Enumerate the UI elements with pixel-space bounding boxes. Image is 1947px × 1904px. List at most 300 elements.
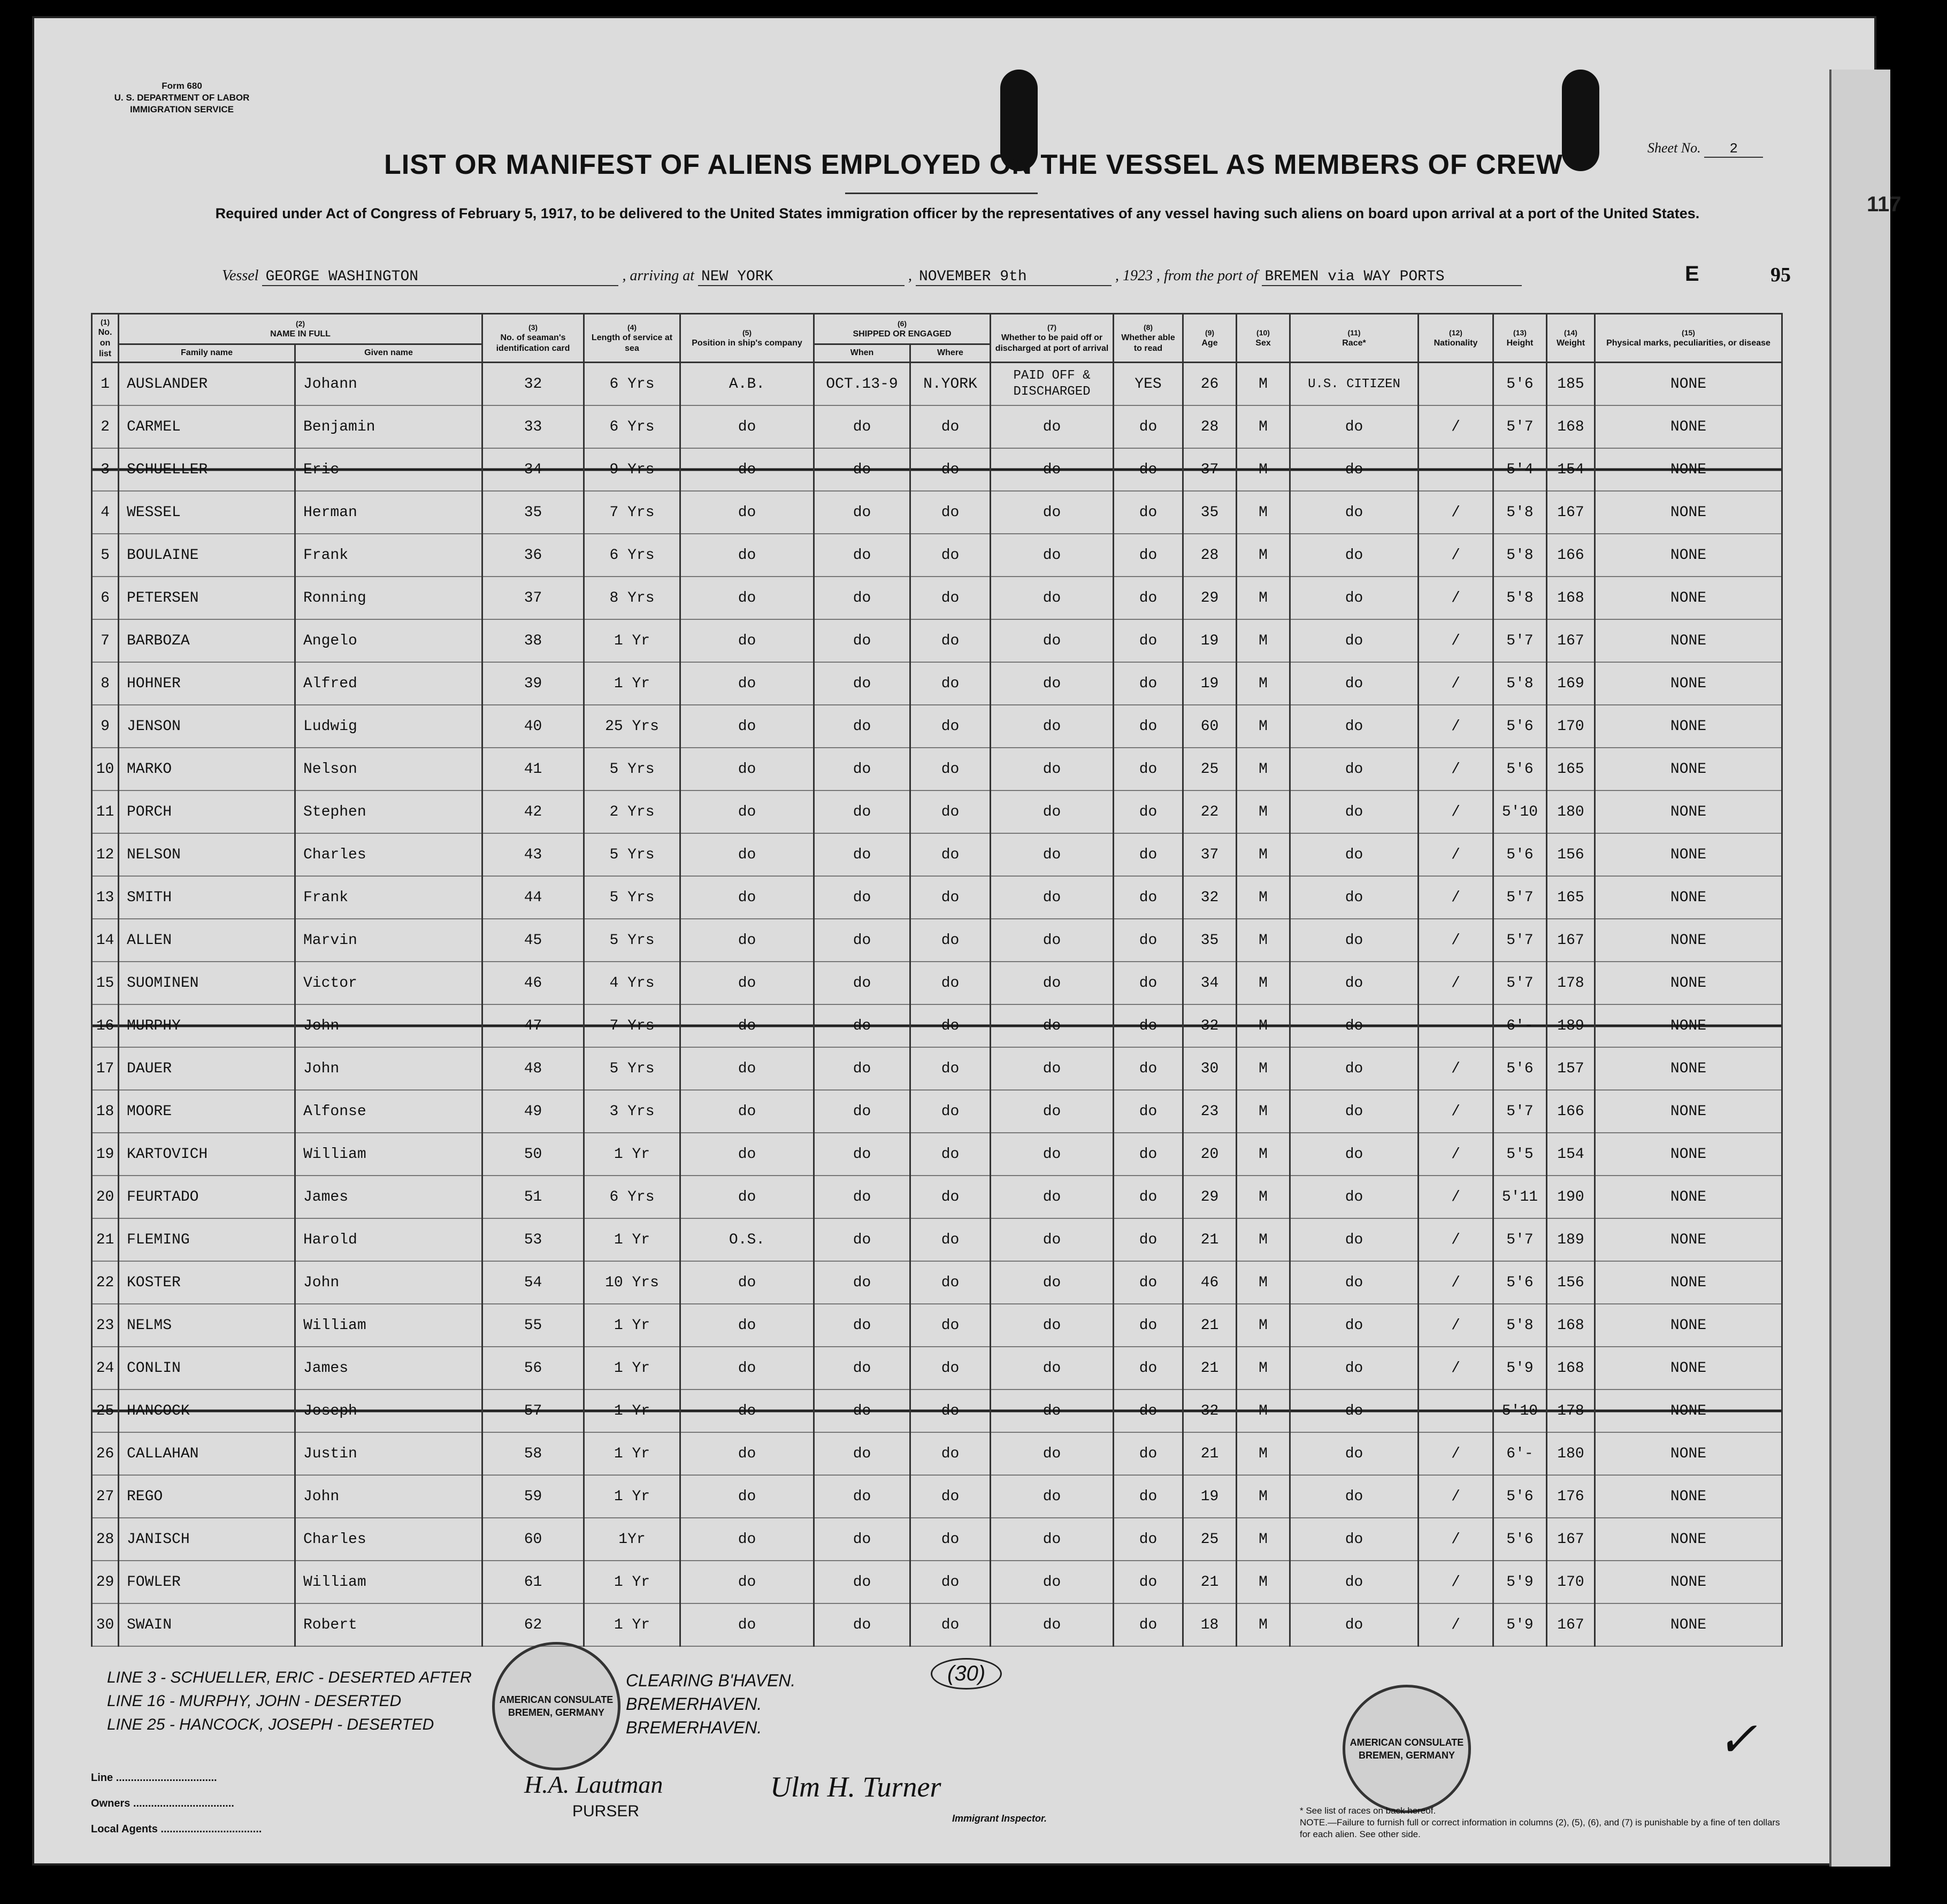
nationality-cell: / bbox=[1419, 534, 1493, 577]
nationality-cell: / bbox=[1419, 1518, 1493, 1561]
form-number: Form 680 bbox=[162, 81, 202, 91]
card-number-cell: 54 bbox=[482, 1261, 584, 1304]
row-number-cell: 12 bbox=[92, 833, 119, 876]
position-cell: do bbox=[680, 448, 814, 491]
shipped-when-cell: do bbox=[814, 405, 910, 448]
sex-cell: M bbox=[1237, 748, 1290, 790]
year-prefix: , 19 bbox=[1115, 267, 1138, 284]
service-length-cell: 1 Yr bbox=[584, 1561, 680, 1603]
position-cell: do bbox=[680, 1304, 814, 1347]
weight-cell: 189 bbox=[1547, 1004, 1595, 1047]
shipped-where-cell: do bbox=[910, 577, 991, 619]
row-number-cell: 21 bbox=[92, 1218, 119, 1261]
position-cell: do bbox=[680, 577, 814, 619]
card-number-cell: 48 bbox=[482, 1047, 584, 1090]
able-to-read-cell: do bbox=[1114, 448, 1183, 491]
given-name-cell: Alfonse bbox=[295, 1090, 482, 1133]
sex-cell: M bbox=[1237, 705, 1290, 748]
list-code: E bbox=[1685, 262, 1699, 286]
given-name-cell: Victor bbox=[295, 962, 482, 1004]
nationality-cell: / bbox=[1419, 662, 1493, 705]
list-number: 95 bbox=[1770, 264, 1791, 286]
service-length-cell: 9 Yrs bbox=[584, 448, 680, 491]
height-cell: 5'8 bbox=[1493, 534, 1547, 577]
physical-marks-cell: NONE bbox=[1595, 1004, 1782, 1047]
given-name-cell: Ronning bbox=[295, 577, 482, 619]
able-to-read-cell: do bbox=[1114, 1004, 1183, 1047]
weight-cell: 168 bbox=[1547, 1304, 1595, 1347]
shipped-when-cell: do bbox=[814, 833, 910, 876]
row-number-cell: 20 bbox=[92, 1176, 119, 1218]
given-name-cell: Ludwig bbox=[295, 705, 482, 748]
footnote-penalty: NOTE.—Failure to furnish full or correct information in columns (2), (5), (6), and (7) is punishable by a fine of ten dollars for each alien. See other side. bbox=[1300, 1817, 1780, 1839]
position-cell: do bbox=[680, 1518, 814, 1561]
card-number-cell: 49 bbox=[482, 1090, 584, 1133]
race-cell: do bbox=[1290, 1090, 1419, 1133]
race-cell: do bbox=[1290, 705, 1419, 748]
col-age-header: (9) Age bbox=[1183, 314, 1237, 363]
physical-marks-cell: NONE bbox=[1595, 748, 1782, 790]
shipped-where-cell: do bbox=[910, 662, 991, 705]
able-to-read-cell: YES bbox=[1114, 363, 1183, 406]
age-cell: 35 bbox=[1183, 919, 1237, 962]
nationality-cell: / bbox=[1419, 833, 1493, 876]
given-name-cell: Alfred bbox=[295, 662, 482, 705]
race-cell: do bbox=[1290, 1004, 1419, 1047]
shipped-where-cell: do bbox=[910, 962, 991, 1004]
page-stamp: 117 bbox=[1867, 193, 1902, 216]
position-cell: do bbox=[680, 919, 814, 962]
paid-off-cell: do bbox=[991, 876, 1114, 919]
shipped-when-cell: do bbox=[814, 1304, 910, 1347]
col-read-header: (8) Whether able to read bbox=[1114, 314, 1183, 363]
table-row bbox=[92, 1176, 1782, 1218]
sex-cell: M bbox=[1237, 1261, 1290, 1304]
age-cell: 20 bbox=[1183, 1133, 1237, 1176]
physical-marks-cell: NONE bbox=[1595, 534, 1782, 577]
arrival-date: NOVEMBER 9th bbox=[916, 268, 1112, 286]
row-number-cell: 15 bbox=[92, 962, 119, 1004]
weight-cell: 170 bbox=[1547, 1561, 1595, 1603]
position-cell: do bbox=[680, 1347, 814, 1389]
able-to-read-cell: do bbox=[1114, 1518, 1183, 1561]
bottom-labels bbox=[91, 1765, 262, 1842]
family-name-cell: BOULAINE bbox=[119, 534, 295, 577]
col-service-header: (4) Length of service at sea bbox=[584, 314, 680, 363]
shipped-when-cell: do bbox=[814, 448, 910, 491]
row-number-cell: 8 bbox=[92, 662, 119, 705]
family-name-cell: CARMEL bbox=[119, 405, 295, 448]
row-number-cell: 7 bbox=[92, 619, 119, 662]
table-row bbox=[92, 833, 1782, 876]
table-row bbox=[92, 876, 1782, 919]
row-number-cell: 1 bbox=[92, 363, 119, 406]
given-name-cell: Robert bbox=[295, 1603, 482, 1646]
age-cell: 22 bbox=[1183, 790, 1237, 833]
race-cell: do bbox=[1290, 448, 1419, 491]
table-row bbox=[92, 705, 1782, 748]
service-length-cell: 3 Yrs bbox=[584, 1090, 680, 1133]
shipped-where-cell: do bbox=[910, 705, 991, 748]
shipped-where-cell: do bbox=[910, 1603, 991, 1646]
table-row bbox=[92, 1603, 1782, 1646]
position-cell: A.B. bbox=[680, 363, 814, 406]
position-cell: do bbox=[680, 1090, 814, 1133]
paid-off-cell: do bbox=[991, 1047, 1114, 1090]
row-number-cell: 5 bbox=[92, 534, 119, 577]
table-row bbox=[92, 748, 1782, 790]
physical-marks-cell: NONE bbox=[1595, 1432, 1782, 1475]
service-length-cell: 1 Yr bbox=[584, 1347, 680, 1389]
able-to-read-cell: do bbox=[1114, 1090, 1183, 1133]
family-name-cell: KOSTER bbox=[119, 1261, 295, 1304]
sex-cell: M bbox=[1237, 962, 1290, 1004]
able-to-read-cell: do bbox=[1114, 1047, 1183, 1090]
row-number-cell: 30 bbox=[92, 1603, 119, 1646]
footnote-races: * See list of races on back hereof. bbox=[1300, 1806, 1436, 1816]
physical-marks-cell: NONE bbox=[1595, 405, 1782, 448]
row-number-cell: 16 bbox=[92, 1004, 119, 1047]
desertion-note: LINE 16 - MURPHY, JOHN - DESERTED bbox=[107, 1692, 402, 1710]
weight-cell: 168 bbox=[1547, 1347, 1595, 1389]
age-cell: 35 bbox=[1183, 491, 1237, 534]
given-name-cell: Stephen bbox=[295, 790, 482, 833]
height-cell: 5'8 bbox=[1493, 662, 1547, 705]
weight-cell: 180 bbox=[1547, 790, 1595, 833]
race-cell: do bbox=[1290, 748, 1419, 790]
age-cell: 28 bbox=[1183, 405, 1237, 448]
paid-off-cell: do bbox=[991, 1561, 1114, 1603]
service-length-cell: 7 Yrs bbox=[584, 1004, 680, 1047]
family-name-cell: AUSLANDER bbox=[119, 363, 295, 406]
total-count: (30) bbox=[931, 1658, 1002, 1690]
shipped-when-cell: do bbox=[814, 1389, 910, 1432]
row-number-cell: 23 bbox=[92, 1304, 119, 1347]
weight-cell: 168 bbox=[1547, 577, 1595, 619]
height-cell: 5'7 bbox=[1493, 919, 1547, 962]
nationality-cell: / bbox=[1419, 1561, 1493, 1603]
shipped-when-cell: do bbox=[814, 1133, 910, 1176]
row-number-cell: 6 bbox=[92, 577, 119, 619]
card-number-cell: 33 bbox=[482, 405, 584, 448]
height-cell: 5'9 bbox=[1493, 1347, 1547, 1389]
card-number-cell: 60 bbox=[482, 1518, 584, 1561]
manifest-body bbox=[92, 363, 1782, 1647]
shipped-when-cell: do bbox=[814, 1603, 910, 1646]
family-name-cell: SUOMINEN bbox=[119, 962, 295, 1004]
able-to-read-cell: do bbox=[1114, 876, 1183, 919]
check-mark: ✓ bbox=[1717, 1714, 1758, 1767]
given-name-cell: Marvin bbox=[295, 919, 482, 962]
shipped-where-cell: do bbox=[910, 1432, 991, 1475]
weight-cell: 167 bbox=[1547, 1603, 1595, 1646]
shipped-where-cell: do bbox=[910, 1047, 991, 1090]
family-name-cell: FLEMING bbox=[119, 1218, 295, 1261]
service-length-cell: 6 Yrs bbox=[584, 1176, 680, 1218]
sex-cell: M bbox=[1237, 1475, 1290, 1518]
sheet-edge bbox=[1829, 70, 1890, 1867]
race-cell: do bbox=[1290, 1389, 1419, 1432]
form-info bbox=[91, 80, 273, 116]
nationality-cell bbox=[1419, 1004, 1493, 1047]
card-number-cell: 51 bbox=[482, 1176, 584, 1218]
weight-cell: 154 bbox=[1547, 1133, 1595, 1176]
line-label: Line .................................. bbox=[91, 1772, 217, 1784]
family-name-cell: NELSON bbox=[119, 833, 295, 876]
card-number-cell: 39 bbox=[482, 662, 584, 705]
table-row bbox=[92, 1304, 1782, 1347]
age-cell: 30 bbox=[1183, 1047, 1237, 1090]
race-cell: do bbox=[1290, 405, 1419, 448]
age-cell: 23 bbox=[1183, 1090, 1237, 1133]
physical-marks-cell: NONE bbox=[1595, 1176, 1782, 1218]
family-name-cell: MOORE bbox=[119, 1090, 295, 1133]
service-length-cell: 8 Yrs bbox=[584, 577, 680, 619]
weight-cell: 166 bbox=[1547, 1090, 1595, 1133]
height-cell: 5'7 bbox=[1493, 1090, 1547, 1133]
weight-cell: 156 bbox=[1547, 833, 1595, 876]
physical-marks-cell: NONE bbox=[1595, 1133, 1782, 1176]
height-cell: 5'6 bbox=[1493, 363, 1547, 406]
family-name-cell: SMITH bbox=[119, 876, 295, 919]
shipped-when-cell: do bbox=[814, 919, 910, 962]
shipped-when-cell: do bbox=[814, 1475, 910, 1518]
able-to-read-cell: do bbox=[1114, 534, 1183, 577]
race-cell: do bbox=[1290, 1561, 1419, 1603]
height-cell: 5'7 bbox=[1493, 876, 1547, 919]
sex-cell: M bbox=[1237, 1004, 1290, 1047]
bremerhaven-note: BREMERHAVEN. bbox=[626, 1694, 762, 1714]
race-cell: do bbox=[1290, 1218, 1419, 1261]
age-cell: 37 bbox=[1183, 833, 1237, 876]
nationality-cell: / bbox=[1419, 1261, 1493, 1304]
able-to-read-cell: do bbox=[1114, 577, 1183, 619]
shipped-where-cell: do bbox=[910, 919, 991, 962]
age-cell: 25 bbox=[1183, 1518, 1237, 1561]
given-name-cell: Angelo bbox=[295, 619, 482, 662]
card-number-cell: 45 bbox=[482, 919, 584, 962]
nationality-cell: / bbox=[1419, 1176, 1493, 1218]
desertion-notes bbox=[107, 1666, 472, 1737]
race-cell: do bbox=[1290, 577, 1419, 619]
consulate-seal: AMERICAN CONSULATE BREMEN, GERMANY bbox=[492, 1642, 620, 1770]
age-cell: 19 bbox=[1183, 1475, 1237, 1518]
paid-off-cell: do bbox=[991, 577, 1114, 619]
family-name-cell: FEURTADO bbox=[119, 1176, 295, 1218]
service-length-cell: 1 Yr bbox=[584, 1218, 680, 1261]
row-number-cell: 24 bbox=[92, 1347, 119, 1389]
table-row bbox=[92, 448, 1782, 491]
nationality-cell: / bbox=[1419, 577, 1493, 619]
arriving-label: , arriving at bbox=[622, 267, 694, 284]
shipped-where-cell: do bbox=[910, 1347, 991, 1389]
physical-marks-cell: NONE bbox=[1595, 1561, 1782, 1603]
family-name-cell: CONLIN bbox=[119, 1347, 295, 1389]
height-cell: 5'6 bbox=[1493, 1475, 1547, 1518]
table-row bbox=[92, 1004, 1782, 1047]
age-cell: 32 bbox=[1183, 876, 1237, 919]
paid-off-cell: do bbox=[991, 1347, 1114, 1389]
sheet-number-value: 2 bbox=[1704, 141, 1763, 158]
table-row bbox=[92, 919, 1782, 962]
able-to-read-cell: do bbox=[1114, 662, 1183, 705]
age-cell: 21 bbox=[1183, 1561, 1237, 1603]
paid-off-cell: do bbox=[991, 1389, 1114, 1432]
department: U. S. DEPARTMENT OF LABOR bbox=[114, 93, 250, 103]
position-cell: O.S. bbox=[680, 1218, 814, 1261]
service-length-cell: 5 Yrs bbox=[584, 876, 680, 919]
sex-cell: M bbox=[1237, 1304, 1290, 1347]
height-cell: 5'8 bbox=[1493, 1304, 1547, 1347]
position-cell: do bbox=[680, 1004, 814, 1047]
col-marks-header: (15) Physical marks, peculiarities, or disease bbox=[1595, 314, 1782, 363]
card-number-cell: 43 bbox=[482, 833, 584, 876]
age-cell: 25 bbox=[1183, 748, 1237, 790]
physical-marks-cell: NONE bbox=[1595, 919, 1782, 962]
shipped-where-cell: do bbox=[910, 1518, 991, 1561]
col-shipped-header: (6) SHIPPED OR ENGAGED bbox=[814, 314, 991, 344]
col-no-header: (1) No. on list bbox=[92, 314, 119, 363]
shipped-where-cell: do bbox=[910, 1218, 991, 1261]
height-cell: 5'11 bbox=[1493, 1176, 1547, 1218]
vessel-name: GEORGE WASHINGTON bbox=[262, 268, 618, 286]
service-length-cell: 6 Yrs bbox=[584, 363, 680, 406]
paid-off-cell: do bbox=[991, 1133, 1114, 1176]
card-number-cell: 37 bbox=[482, 577, 584, 619]
service: IMMIGRATION SERVICE bbox=[130, 104, 234, 114]
paid-off-cell: do bbox=[991, 1603, 1114, 1646]
table-row bbox=[92, 619, 1782, 662]
physical-marks-cell: NONE bbox=[1595, 662, 1782, 705]
given-name-cell: Frank bbox=[295, 876, 482, 919]
physical-marks-cell: NONE bbox=[1595, 1261, 1782, 1304]
desertion-note: LINE 3 - SCHUELLER, ERIC - DESERTED AFTER bbox=[107, 1669, 472, 1686]
sex-cell: M bbox=[1237, 1561, 1290, 1603]
physical-marks-cell: NONE bbox=[1595, 876, 1782, 919]
shipped-when-cell: do bbox=[814, 705, 910, 748]
nationality-cell: / bbox=[1419, 491, 1493, 534]
position-cell: do bbox=[680, 1561, 814, 1603]
family-name-cell: NELMS bbox=[119, 1304, 295, 1347]
sex-cell: M bbox=[1237, 363, 1290, 406]
service-length-cell: 10 Yrs bbox=[584, 1261, 680, 1304]
able-to-read-cell: do bbox=[1114, 405, 1183, 448]
sex-cell: M bbox=[1237, 577, 1290, 619]
shipped-when-cell: do bbox=[814, 619, 910, 662]
row-number-cell: 17 bbox=[92, 1047, 119, 1090]
nationality-cell: / bbox=[1419, 1304, 1493, 1347]
height-cell: 5'6 bbox=[1493, 705, 1547, 748]
able-to-read-cell: do bbox=[1114, 919, 1183, 962]
nationality-cell: / bbox=[1419, 1603, 1493, 1646]
shipped-where-cell: do bbox=[910, 619, 991, 662]
race-cell: do bbox=[1290, 1603, 1419, 1646]
able-to-read-cell: do bbox=[1114, 833, 1183, 876]
able-to-read-cell: do bbox=[1114, 1432, 1183, 1475]
age-cell: 32 bbox=[1183, 1004, 1237, 1047]
age-cell: 21 bbox=[1183, 1304, 1237, 1347]
shipped-where-cell: do bbox=[910, 1304, 991, 1347]
age-cell: 19 bbox=[1183, 662, 1237, 705]
shipped-where-cell: do bbox=[910, 491, 991, 534]
given-name-cell: John bbox=[295, 1261, 482, 1304]
race-cell: do bbox=[1290, 919, 1419, 962]
card-number-cell: 41 bbox=[482, 748, 584, 790]
nationality-cell: / bbox=[1419, 1047, 1493, 1090]
height-cell: 5'6 bbox=[1493, 1518, 1547, 1561]
able-to-read-cell: do bbox=[1114, 1475, 1183, 1518]
service-length-cell: 5 Yrs bbox=[584, 748, 680, 790]
shipped-when-cell: do bbox=[814, 1261, 910, 1304]
able-to-read-cell: do bbox=[1114, 1561, 1183, 1603]
col-family-header: Family name bbox=[119, 344, 295, 362]
col-height-header: (13) Height bbox=[1493, 314, 1547, 363]
card-number-cell: 53 bbox=[482, 1218, 584, 1261]
shipped-where-cell: do bbox=[910, 1090, 991, 1133]
table-row bbox=[92, 1133, 1782, 1176]
age-cell: 37 bbox=[1183, 448, 1237, 491]
height-cell: 5'6 bbox=[1493, 1047, 1547, 1090]
weight-cell: 176 bbox=[1547, 1475, 1595, 1518]
shipped-when-cell: do bbox=[814, 662, 910, 705]
sex-cell: M bbox=[1237, 919, 1290, 962]
table-row bbox=[92, 662, 1782, 705]
shipped-when-cell: do bbox=[814, 1347, 910, 1389]
physical-marks-cell: NONE bbox=[1595, 1090, 1782, 1133]
paid-off-cell: do bbox=[991, 705, 1114, 748]
height-cell: 5'6 bbox=[1493, 833, 1547, 876]
race-cell: do bbox=[1290, 534, 1419, 577]
family-name-cell: BARBOZA bbox=[119, 619, 295, 662]
given-name-cell: John bbox=[295, 1475, 482, 1518]
clearing-notes bbox=[626, 1669, 795, 1739]
family-name-cell: MARKO bbox=[119, 748, 295, 790]
position-cell: do bbox=[680, 962, 814, 1004]
shipped-when-cell: do bbox=[814, 1047, 910, 1090]
height-cell: 5'9 bbox=[1493, 1561, 1547, 1603]
paid-off-cell: do bbox=[991, 1218, 1114, 1261]
nationality-cell: / bbox=[1419, 790, 1493, 833]
age-cell: 60 bbox=[1183, 705, 1237, 748]
family-name-cell: JANISCH bbox=[119, 1518, 295, 1561]
table-row bbox=[92, 491, 1782, 534]
position-cell: do bbox=[680, 662, 814, 705]
shipped-where-cell: do bbox=[910, 405, 991, 448]
able-to-read-cell: do bbox=[1114, 705, 1183, 748]
service-length-cell: 7 Yrs bbox=[584, 491, 680, 534]
nationality-cell: / bbox=[1419, 1432, 1493, 1475]
family-name-cell: HANCOCK bbox=[119, 1389, 295, 1432]
physical-marks-cell: NONE bbox=[1595, 363, 1782, 406]
table-row bbox=[92, 1518, 1782, 1561]
row-number-cell: 25 bbox=[92, 1389, 119, 1432]
shipped-when-cell: do bbox=[814, 1004, 910, 1047]
height-cell: 6'- bbox=[1493, 1432, 1547, 1475]
race-cell: do bbox=[1290, 1475, 1419, 1518]
weight-cell: 167 bbox=[1547, 619, 1595, 662]
crew-manifest-table bbox=[91, 313, 1783, 1647]
age-cell: 26 bbox=[1183, 363, 1237, 406]
col-where-header: Where bbox=[910, 344, 991, 362]
nationality-cell: / bbox=[1419, 1475, 1493, 1518]
col-sex-header: (10) Sex bbox=[1237, 314, 1290, 363]
shipped-where-cell: do bbox=[910, 876, 991, 919]
row-number-cell: 10 bbox=[92, 748, 119, 790]
able-to-read-cell: do bbox=[1114, 1133, 1183, 1176]
given-name-cell: Joseph bbox=[295, 1389, 482, 1432]
purser-signature: H.A. Lautman bbox=[524, 1771, 663, 1798]
able-to-read-cell: do bbox=[1114, 619, 1183, 662]
